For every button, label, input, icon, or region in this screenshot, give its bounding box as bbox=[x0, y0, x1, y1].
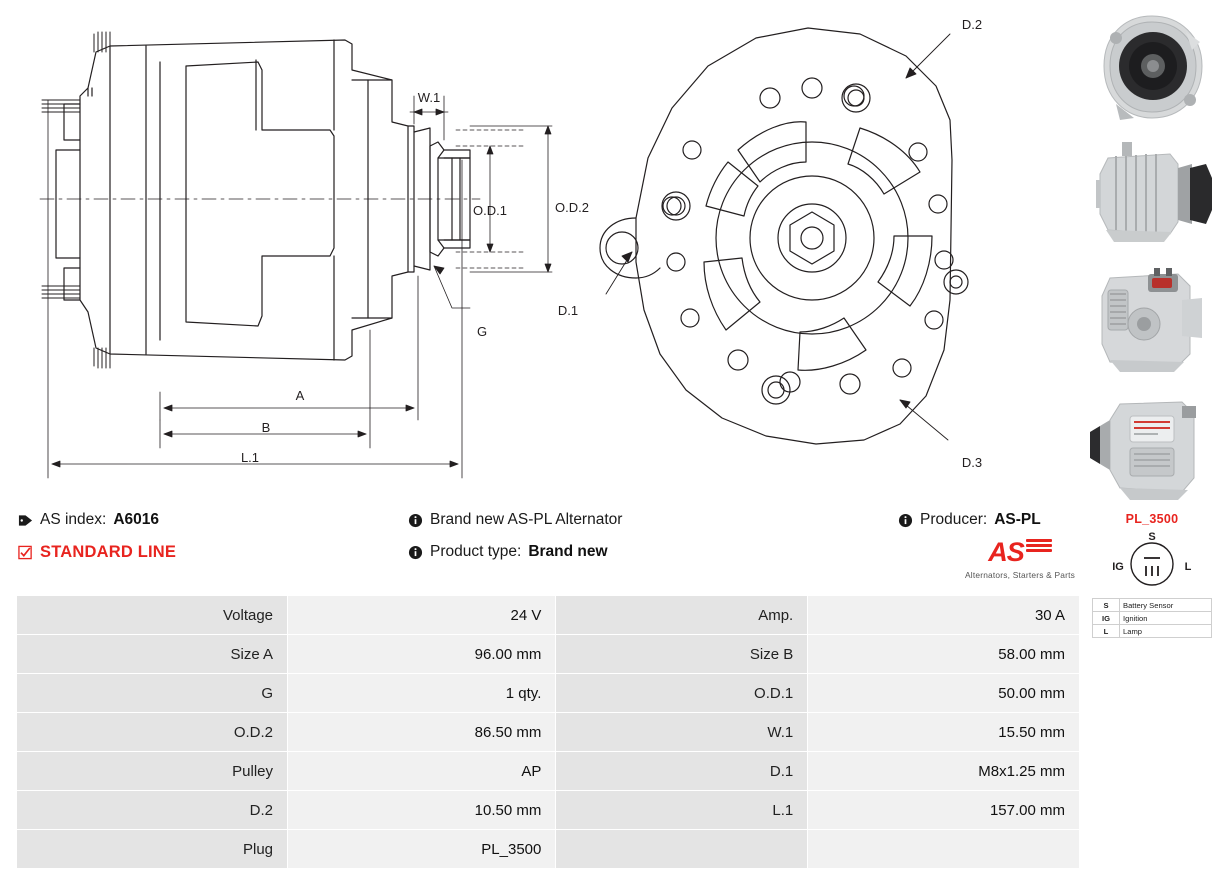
label-w1: W.1 bbox=[417, 90, 441, 105]
drawing-labels bbox=[241, 17, 982, 470]
spec-value: M8x1.25 mm bbox=[808, 752, 1080, 791]
as-index-label: AS index: bbox=[40, 511, 107, 528]
spec-key: Plug bbox=[17, 830, 288, 869]
product-type-label: Product type: bbox=[430, 543, 522, 560]
label-b: B bbox=[261, 420, 271, 435]
legend-row bbox=[1093, 599, 1212, 612]
spec-value: AP bbox=[288, 752, 556, 791]
table-row bbox=[17, 674, 1080, 713]
info-icon bbox=[408, 545, 423, 560]
product-photo-rail bbox=[1086, 8, 1218, 638]
spec-key: D.1 bbox=[556, 752, 808, 791]
label-a: A bbox=[295, 388, 305, 403]
spec-value: 86.50 mm bbox=[288, 713, 556, 752]
spec-value bbox=[808, 830, 1080, 869]
producer-value: AS-PL bbox=[994, 511, 1041, 528]
spec-key: Pulley bbox=[17, 752, 288, 791]
spec-value: 96.00 mm bbox=[288, 635, 556, 674]
as-pl-logo bbox=[960, 537, 1080, 580]
legend-code: IG bbox=[1093, 612, 1120, 625]
spec-key: G bbox=[17, 674, 288, 713]
spec-key: Size A bbox=[17, 635, 288, 674]
spec-value: 50.00 mm bbox=[808, 674, 1080, 713]
specification-table bbox=[16, 595, 1080, 869]
label-d1: D.1 bbox=[557, 303, 579, 318]
legend-desc: Lamp bbox=[1120, 625, 1212, 638]
legend-desc: Battery Sensor bbox=[1120, 599, 1212, 612]
product-type-line bbox=[408, 542, 622, 562]
spec-value: PL_3500 bbox=[288, 830, 556, 869]
legend-row bbox=[1093, 612, 1212, 625]
plug-name: PL_3500 bbox=[1125, 512, 1179, 526]
plug-terminal-l: L bbox=[1184, 561, 1192, 573]
info-col-left bbox=[18, 510, 176, 562]
table-row bbox=[17, 830, 1080, 869]
product-photo-front[interactable] bbox=[1086, 8, 1218, 128]
table-row bbox=[17, 791, 1080, 830]
legend-code: L bbox=[1093, 625, 1120, 638]
drawing-svg bbox=[0, 0, 1080, 490]
spec-key bbox=[556, 830, 808, 869]
label-g: G bbox=[476, 324, 488, 339]
label-od1: O.D.1 bbox=[473, 203, 507, 218]
tag-icon bbox=[18, 513, 33, 528]
info-row bbox=[18, 500, 1078, 580]
info-icon bbox=[408, 513, 423, 528]
as-index-line bbox=[18, 510, 176, 530]
spec-key: O.D.1 bbox=[556, 674, 808, 713]
label-od2: O.D.2 bbox=[555, 200, 589, 215]
table-row bbox=[17, 596, 1080, 635]
spec-value: 157.00 mm bbox=[808, 791, 1080, 830]
label-d3: D.3 bbox=[961, 455, 983, 470]
spec-key: D.2 bbox=[17, 791, 288, 830]
table-row bbox=[17, 752, 1080, 791]
product-type-value: Brand new bbox=[528, 543, 608, 560]
product-photo-angled[interactable] bbox=[1086, 386, 1218, 506]
plug-legend-table bbox=[1092, 598, 1212, 638]
spec-key: Size B bbox=[556, 635, 808, 674]
spec-value: 10.50 mm bbox=[288, 791, 556, 830]
info-col-right bbox=[898, 510, 1041, 530]
label-l1: L.1 bbox=[240, 450, 260, 465]
product-photo-rear[interactable] bbox=[1086, 260, 1218, 380]
product-photo-side[interactable] bbox=[1086, 134, 1218, 254]
standard-line-label: STANDARD LINE bbox=[40, 543, 177, 561]
spec-key: Amp. bbox=[556, 596, 808, 635]
plug-terminal-ig: IG bbox=[1112, 561, 1124, 573]
dimension-lines-side bbox=[48, 96, 552, 478]
table-row bbox=[17, 635, 1080, 674]
table-row bbox=[17, 713, 1080, 752]
legend-row bbox=[1093, 625, 1212, 638]
technical-drawings bbox=[0, 0, 1080, 490]
spec-value: 24 V bbox=[288, 596, 556, 635]
legend-desc: Ignition bbox=[1120, 612, 1212, 625]
spec-key: O.D.2 bbox=[17, 713, 288, 752]
spec-value: 15.50 mm bbox=[808, 713, 1080, 752]
spec-value: 1 qty. bbox=[288, 674, 556, 713]
spec-key: L.1 bbox=[556, 791, 808, 830]
front-view-drawing bbox=[600, 28, 968, 444]
logo-bars-icon bbox=[1026, 539, 1052, 554]
spec-key: Voltage bbox=[17, 596, 288, 635]
standard-line-row bbox=[18, 542, 176, 562]
spec-value: 58.00 mm bbox=[808, 635, 1080, 674]
plug-diagram bbox=[1086, 528, 1218, 594]
spec-key: W.1 bbox=[556, 713, 808, 752]
logo-tagline: Alternators, Starters & Parts bbox=[964, 570, 1076, 580]
info-col-middle bbox=[408, 510, 622, 562]
checkbox-icon bbox=[18, 545, 33, 560]
plug-terminal-s: S bbox=[1148, 531, 1156, 543]
logo-mark: AS bbox=[988, 537, 1024, 567]
side-view-drawing bbox=[40, 32, 480, 368]
as-index-value: A6016 bbox=[113, 511, 160, 528]
description-label: Brand new AS-PL Alternator bbox=[430, 511, 623, 528]
legend-code: S bbox=[1093, 599, 1120, 612]
producer-line bbox=[898, 510, 1041, 530]
info-icon bbox=[898, 513, 913, 528]
spec-value: 30 A bbox=[808, 596, 1080, 635]
producer-label: Producer: bbox=[920, 511, 988, 528]
label-d2: D.2 bbox=[961, 17, 983, 32]
description-line bbox=[408, 510, 622, 530]
